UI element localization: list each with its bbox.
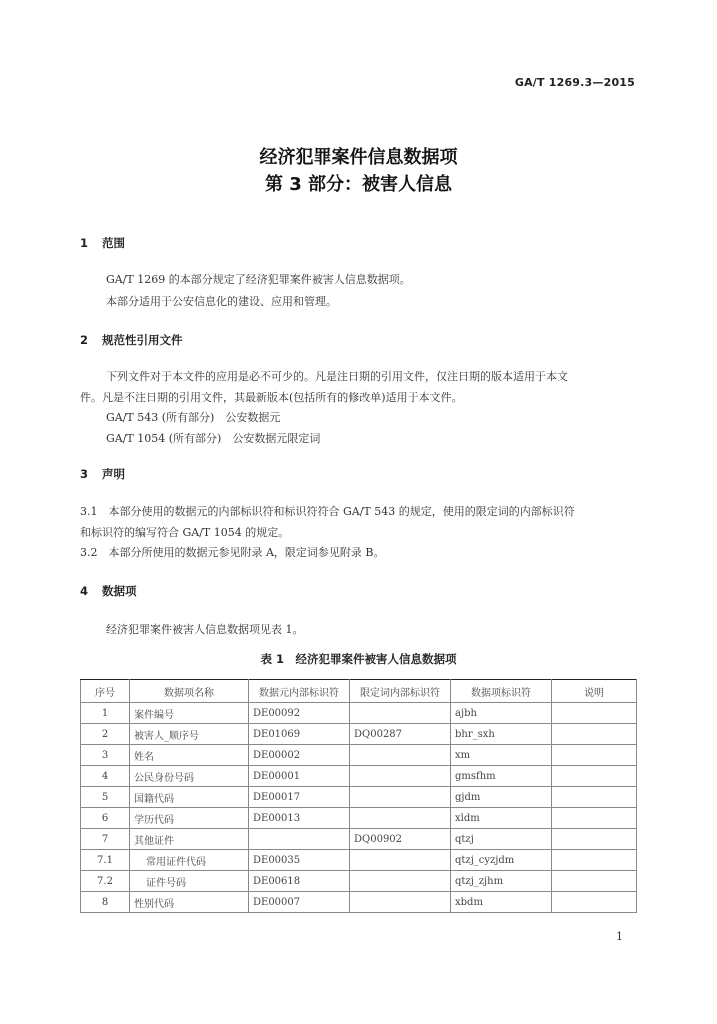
table-cell: DE00017 <box>249 787 350 808</box>
table-cell <box>552 829 637 850</box>
table-cell <box>350 808 451 829</box>
table-cell: 6 <box>81 808 130 829</box>
table-row <box>81 787 637 808</box>
table-cell <box>552 892 637 913</box>
section-title: 声明 <box>102 467 125 481</box>
table-row <box>81 745 637 766</box>
table-cell: 国籍代码 <box>130 787 249 808</box>
paragraph: GA/T 1269 的本部分规定了经济犯罪案件被害人信息数据项。 <box>106 273 411 286</box>
reference-item: GA/T 543 (所有部分) 公安数据元 <box>106 411 281 424</box>
table-row <box>81 871 637 892</box>
table-cell: DE01069 <box>249 724 350 745</box>
table-cell: DQ00287 <box>350 724 451 745</box>
table-cell: DQ00902 <box>350 829 451 850</box>
section-title: 范围 <box>102 236 125 250</box>
table-cell: DE00618 <box>249 871 350 892</box>
paragraph: 3.1 本部分使用的数据元的内部标识符和标识符符合 GA/T 543 的规定，使用的限定词的内部标识符 <box>80 505 575 518</box>
table-row <box>81 829 637 850</box>
table-cell: DE00007 <box>249 892 350 913</box>
section-number: 2 <box>80 333 89 347</box>
table-cell <box>249 829 350 850</box>
table-cell <box>552 787 637 808</box>
table-cell <box>350 892 451 913</box>
column-header: 说明 <box>552 680 637 703</box>
table-cell: DE00001 <box>249 766 350 787</box>
data-items-table <box>80 679 637 913</box>
table-cell: xm <box>451 745 552 766</box>
column-header: 数据元内部标识符 <box>249 680 350 703</box>
table-cell <box>350 871 451 892</box>
table-cell: 性别代码 <box>130 892 249 913</box>
table-row <box>81 766 637 787</box>
column-header: 数据项标识符 <box>451 680 552 703</box>
table-cell: 7 <box>81 829 130 850</box>
document-title: 经济犯罪案件信息数据项 <box>259 147 458 168</box>
table-row <box>81 724 637 745</box>
table-cell: 证件号码 <box>130 871 249 892</box>
table-cell: 其他证件 <box>130 829 249 850</box>
table-cell: qtzj <box>451 829 552 850</box>
section-title: 数据项 <box>102 584 137 598</box>
table-cell: bhr_sxh <box>451 724 552 745</box>
table-header-row <box>81 680 637 703</box>
paragraph: 和标识符的编写符合 GA/T 1054 的规定。 <box>80 526 290 539</box>
table-cell: xldm <box>451 808 552 829</box>
paragraph: 本部分适用于公安信息化的建设、应用和管理。 <box>106 295 337 308</box>
table-cell: 1 <box>81 703 130 724</box>
paragraph: 件。凡是不注日期的引用文件，其最新版本(包括所有的修改单)适用于本文件。 <box>80 391 463 404</box>
table-cell: 8 <box>81 892 130 913</box>
table-cell: DE00092 <box>249 703 350 724</box>
table-cell <box>552 703 637 724</box>
table-cell: 3 <box>81 745 130 766</box>
column-header: 序号 <box>81 680 130 703</box>
table-cell <box>350 850 451 871</box>
table-caption: 表 1 经济犯罪案件被害人信息数据项 <box>260 652 457 666</box>
section-4-heading <box>80 583 137 599</box>
paragraph: 下列文件对于本文件的应用是必不可少的。凡是注日期的引用文件，仅注日期的版本适用于本文 <box>106 370 568 383</box>
table-cell: 姓名 <box>130 745 249 766</box>
table-cell: 7.1 <box>81 850 130 871</box>
section-3-heading <box>80 466 125 482</box>
table-cell: xbdm <box>451 892 552 913</box>
table-cell <box>350 745 451 766</box>
table-cell: 7.2 <box>81 871 130 892</box>
table-cell: 被害人_顺序号 <box>130 724 249 745</box>
reference-item: GA/T 1054 (所有部分) 公安数据元限定词 <box>106 432 321 445</box>
table-cell <box>552 808 637 829</box>
page-number: 1 <box>616 930 623 943</box>
table-row <box>81 808 637 829</box>
table-cell <box>350 787 451 808</box>
table-row <box>81 892 637 913</box>
paragraph: 3.2 本部分所使用的数据元参见附录 A，限定词参见附录 B。 <box>80 546 385 559</box>
document-subtitle: 第 3 部分：被害人信息 <box>264 174 453 195</box>
section-2-heading <box>80 332 183 348</box>
table-cell: gmsfhm <box>451 766 552 787</box>
paragraph: 经济犯罪案件被害人信息数据项见表 1。 <box>106 623 304 636</box>
table-cell: 4 <box>81 766 130 787</box>
column-header: 数据项名称 <box>130 680 249 703</box>
table-cell: 5 <box>81 787 130 808</box>
section-1-heading <box>80 235 125 251</box>
table-cell: 公民身份号码 <box>130 766 249 787</box>
table-cell <box>350 703 451 724</box>
table-cell: qtzj_cyzjdm <box>451 850 552 871</box>
table-cell: 2 <box>81 724 130 745</box>
table-cell: qtzj_zjhm <box>451 871 552 892</box>
column-header: 限定词内部标识符 <box>350 680 451 703</box>
table-row <box>81 703 637 724</box>
table-cell: 常用证件代码 <box>130 850 249 871</box>
table-row <box>81 850 637 871</box>
table-cell: DE00013 <box>249 808 350 829</box>
section-title: 规范性引用文件 <box>102 333 183 347</box>
table-cell: gjdm <box>451 787 552 808</box>
table-cell <box>552 724 637 745</box>
table-cell <box>350 766 451 787</box>
table-cell <box>552 766 637 787</box>
table-cell: ajbh <box>451 703 552 724</box>
table-cell <box>552 745 637 766</box>
table-cell: DE00035 <box>249 850 350 871</box>
section-number: 4 <box>80 584 89 598</box>
section-number: 1 <box>80 236 89 250</box>
table-cell: 学历代码 <box>130 808 249 829</box>
section-number: 3 <box>80 467 89 481</box>
standard-code: GA/T 1269.3—2015 <box>514 76 635 89</box>
table-cell: DE00002 <box>249 745 350 766</box>
table-cell <box>552 871 637 892</box>
table-cell: 案件编号 <box>130 703 249 724</box>
table-cell <box>552 850 637 871</box>
